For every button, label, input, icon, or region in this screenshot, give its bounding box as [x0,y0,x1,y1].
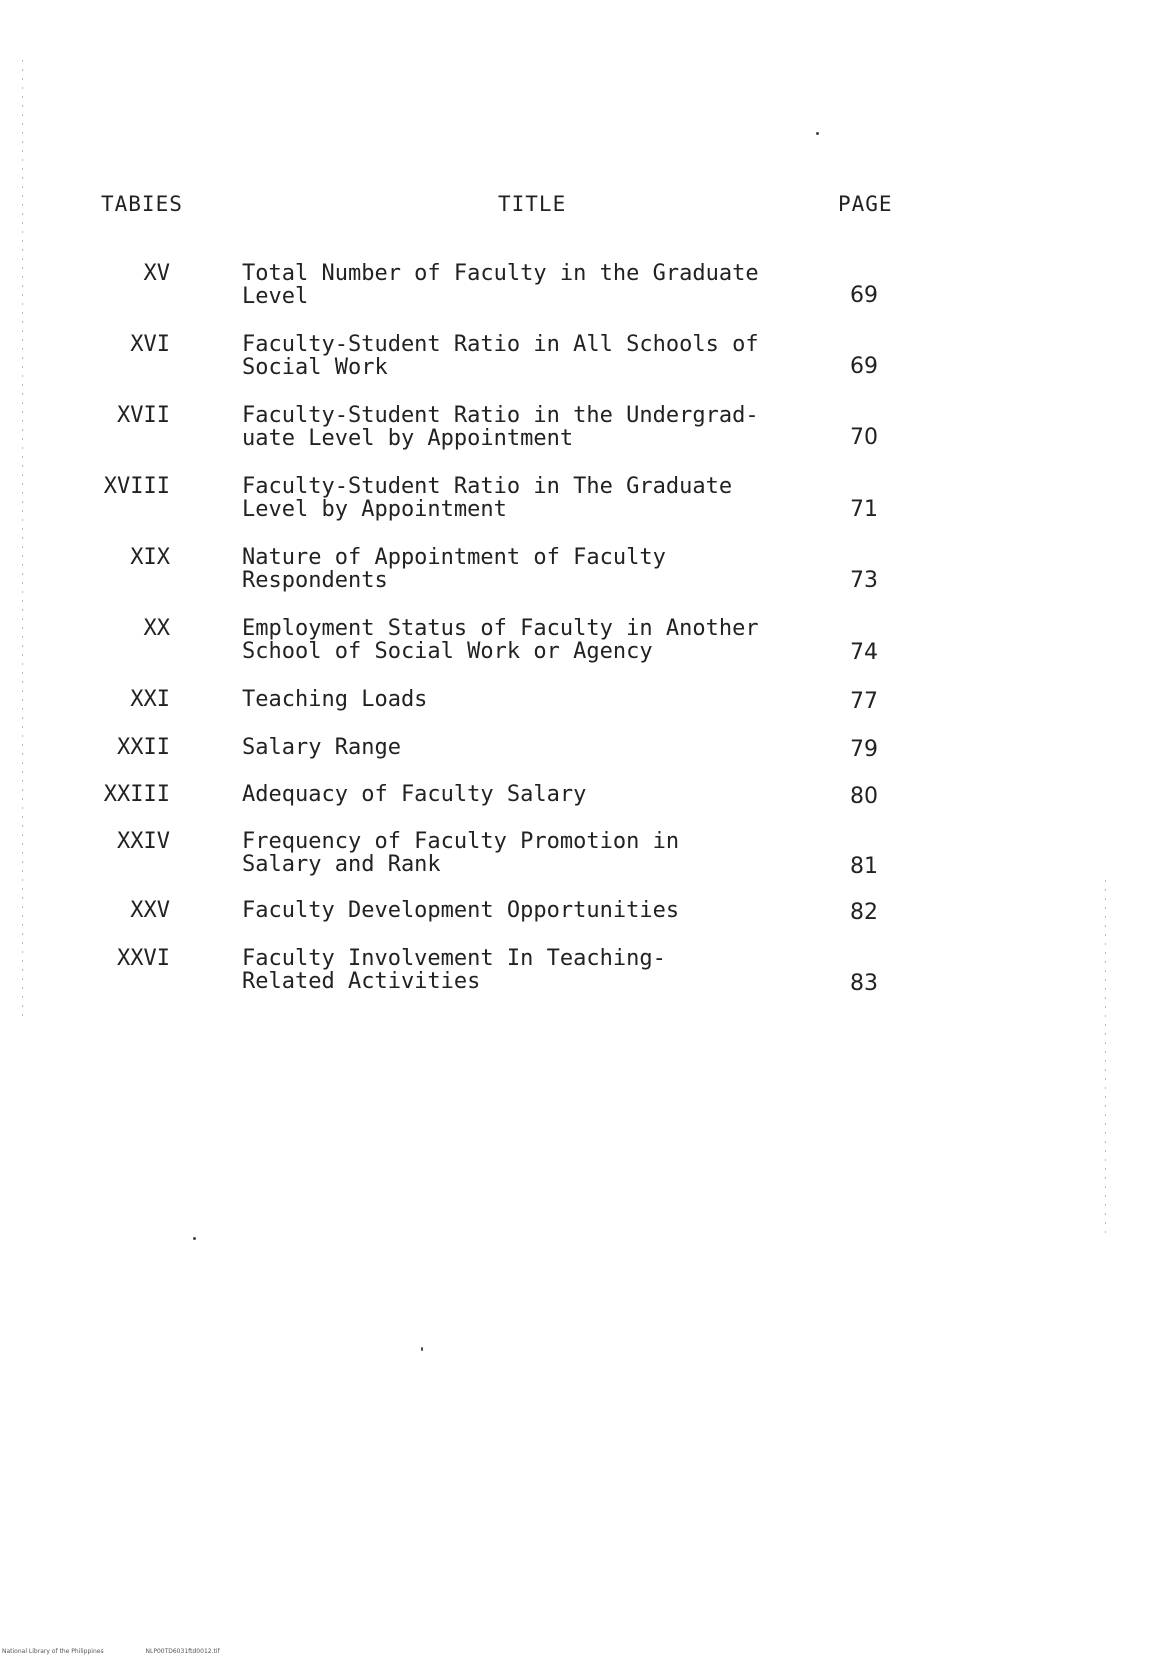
table-number: XX [143,616,170,641]
table-title: Nature of Appointment of Faculty Respondents [242,545,666,593]
table-number: XXIII [103,782,170,807]
page-number: 79 [850,737,878,762]
scan-footer [2,1648,260,1655]
footer-library: National Library of the Philippines [2,1648,104,1655]
margin-noise [1105,880,1106,1240]
table-title: Faculty-Student Ratio in the Undergrad- uate Level by Appointment [242,403,759,451]
column-header-tables: TABIES [101,192,183,216]
table-title: Frequency of Faculty Promotion in Salary and Rank [242,829,680,877]
column-header-title: TITLE [498,192,567,216]
table-title: Faculty Development Opportunities [242,898,680,923]
table-title: Faculty-Student Ratio in The Graduate Level by Appointment [242,474,733,522]
table-number: XXI [130,687,170,712]
table-number: XXII [117,735,170,760]
table-number: XIX [130,545,170,570]
page-number: 80 [850,784,878,809]
table-number: XVI [130,332,170,357]
page-number: 77 [850,689,878,714]
page-number: 69 [850,354,878,379]
table-number: XV [143,261,170,286]
scan-speck [816,132,819,135]
table-number: XXIV [117,829,170,854]
table-title: Salary Range [242,735,401,760]
table-title: Adequacy of Faculty Salary [242,782,587,807]
table-number: XXVI [117,946,170,971]
page-number: 71 [850,497,878,522]
page-number: 83 [850,971,878,996]
table-title: Employment Status of Faculty in Another School of Social Work or Agency [242,616,759,664]
footer-file: NLP00TD6031ftd0012.tif [145,1648,220,1655]
page-number: 69 [850,283,878,308]
margin-noise [22,60,23,1020]
table-title: Total Number of Faculty in the Graduate Level [242,261,759,309]
table-number: XVIII [103,474,170,499]
scan-speck [193,1237,196,1240]
page-number: 70 [850,425,878,450]
page-number: 81 [850,854,878,879]
page-number: 82 [850,900,878,925]
table-title: Faculty-Student Ratio in All Schools of Social Work [242,332,759,380]
column-header-page: PAGE [838,192,893,216]
table-title: Faculty Involvement In Teaching- Related Activities [242,946,666,994]
table-number: XXV [130,898,170,923]
table-title: Teaching Loads [242,687,428,712]
scan-speck [421,1347,423,1351]
table-number: XVII [117,403,170,428]
page-number: 74 [850,640,878,665]
page-number: 73 [850,568,878,593]
